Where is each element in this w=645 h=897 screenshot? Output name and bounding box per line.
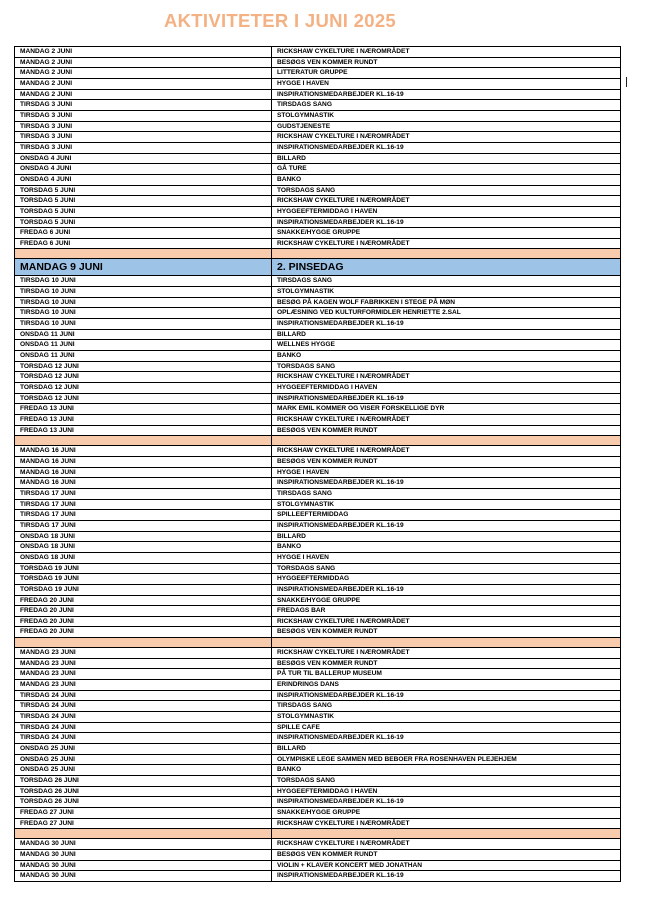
table-row: [15, 393, 621, 404]
activity-cell: BANKO: [272, 542, 621, 553]
table-row: [15, 542, 621, 553]
table-row: [15, 68, 621, 79]
activity-cell: 2. PINSEDAG: [272, 259, 621, 276]
activity-cell: BILLARD: [272, 744, 621, 755]
activity-cell: STOLGYMNASTIK: [272, 712, 621, 723]
day-cell: FREDAG 6 JUNI: [15, 238, 272, 249]
day-cell: TORSDAG 12 JUNI: [15, 361, 272, 372]
activity-cell: STOLGYMNASTIK: [272, 499, 621, 510]
day-cell: ONSDAG 11 JUNI: [15, 329, 272, 340]
day-cell: TORSDAG 19 JUNI: [15, 563, 272, 574]
week-separator-row: [15, 829, 621, 839]
day-cell: ONSDAG 25 JUNI: [15, 765, 272, 776]
table-row: [15, 276, 621, 287]
table-row: [15, 89, 621, 100]
day-cell: TORSDAG 26 JUNI: [15, 797, 272, 808]
table-row: [15, 185, 621, 196]
activity-cell: RICKSHAW CYKELTURE I NÆROMRÅDET: [272, 132, 621, 143]
activity-cell: VIOLIN + KLAVER KONCERT MED JONATHAN: [272, 860, 621, 871]
day-cell: TIRSDAG 10 JUNI: [15, 308, 272, 319]
activity-cell: TORSDAGS SANG: [272, 185, 621, 196]
day-cell: MANDAG 2 JUNI: [15, 78, 272, 89]
table-row: [15, 680, 621, 691]
activity-cell: BANKO: [272, 351, 621, 362]
activity-cell: GÅ TURE: [272, 164, 621, 175]
activity-cell: BESØG PÅ KAGEN WOLF FABRIKKEN I STEGE PÅ MØN: [272, 297, 621, 308]
table-row: [15, 287, 621, 298]
day-cell: MANDAG 30 JUNI: [15, 860, 272, 871]
table-row: [15, 174, 621, 185]
day-cell: MANDAG 2 JUNI: [15, 47, 272, 58]
activity-cell: BESØGS VEN KOMMER RUNDT: [272, 849, 621, 860]
activity-cell: HYGGE I HAVEN: [272, 552, 621, 563]
table-row: [15, 196, 621, 207]
day-cell: FREDAG 6 JUNI: [15, 228, 272, 239]
day-cell: FREDAG 27 JUNI: [15, 818, 272, 829]
day-cell: MANDAG 2 JUNI: [15, 68, 272, 79]
activity-cell: INSPIRATIONSMEDARBEJDER KL.16-19: [272, 393, 621, 404]
day-cell: TORSDAG 12 JUNI: [15, 383, 272, 394]
table-row: [15, 100, 621, 111]
table-row: [15, 733, 621, 744]
activity-cell: TORSDAGS SANG: [272, 563, 621, 574]
table-row: [15, 648, 621, 659]
activity-cell: HYGGEEFTERMIDDAG I HAVEN: [272, 786, 621, 797]
holiday-row: [15, 259, 621, 276]
day-cell: TIRSDAG 17 JUNI: [15, 520, 272, 531]
day-cell: ONSDAG 18 JUNI: [15, 552, 272, 563]
day-cell: TORSDAG 19 JUNI: [15, 584, 272, 595]
table-row: [15, 164, 621, 175]
activity-cell: BILLARD: [272, 329, 621, 340]
day-cell: MANDAG 23 JUNI: [15, 680, 272, 691]
day-cell: TORSDAG 5 JUNI: [15, 196, 272, 207]
day-cell: FREDAG 20 JUNI: [15, 616, 272, 627]
activity-cell: RICKSHAW CYKELTURE I NÆROMRÅDET: [272, 415, 621, 426]
table-row: [15, 690, 621, 701]
activity-cell: HYGGEEFTERMIDDAG I HAVEN: [272, 383, 621, 394]
day-cell: FREDAG 20 JUNI: [15, 595, 272, 606]
table-row: [15, 404, 621, 415]
activity-cell: PÅ TUR TIL BALLERUP MUSEUM: [272, 669, 621, 680]
separator-cell: [15, 829, 272, 839]
day-cell: FREDAG 13 JUNI: [15, 415, 272, 426]
activity-cell: BESØGS VEN KOMMER RUNDT: [272, 627, 621, 638]
activity-cell: RICKSHAW CYKELTURE I NÆROMRÅDET: [272, 616, 621, 627]
separator-cell: [15, 436, 272, 446]
table-row: [15, 308, 621, 319]
activity-cell: RICKSHAW CYKELTURE I NÆROMRÅDET: [272, 839, 621, 850]
activity-cell: TIRSDAGS SANG: [272, 701, 621, 712]
table-row: [15, 595, 621, 606]
activity-cell: BESØGS VEN KOMMER RUNDT: [272, 57, 621, 68]
table-row: [15, 383, 621, 394]
table-row: [15, 319, 621, 330]
day-cell: TORSDAG 26 JUNI: [15, 776, 272, 787]
day-cell: TIRSDAG 17 JUNI: [15, 499, 272, 510]
activity-cell: INSPIRATIONSMEDARBEJDER KL.16-19: [272, 478, 621, 489]
table-row: [15, 238, 621, 249]
activity-cell: HYGGEEFTERMIDDAG I HAVEN: [272, 206, 621, 217]
table-row: [15, 153, 621, 164]
table-row: [15, 531, 621, 542]
activity-cell: BILLARD: [272, 531, 621, 542]
day-cell: MANDAG 2 JUNI: [15, 57, 272, 68]
activity-cell: MARK EMIL KOMMER OG VISER FORSKELLIGE DYR: [272, 404, 621, 415]
day-cell: MANDAG 9 JUNI: [15, 259, 272, 276]
separator-cell: [15, 249, 272, 259]
table-row: [15, 488, 621, 499]
activity-cell: INSPIRATIONSMEDARBEJDER KL.16-19: [272, 584, 621, 595]
day-cell: FREDAG 13 JUNI: [15, 404, 272, 415]
day-cell: TORSDAG 26 JUNI: [15, 786, 272, 797]
day-cell: TIRSDAG 17 JUNI: [15, 488, 272, 499]
activity-cell: RICKSHAW CYKELTURE I NÆROMRÅDET: [272, 372, 621, 383]
day-cell: TIRSDAG 24 JUNI: [15, 701, 272, 712]
day-cell: ONSDAG 18 JUNI: [15, 542, 272, 553]
activity-cell: RICKSHAW CYKELTURE I NÆROMRÅDET: [272, 818, 621, 829]
separator-cell: [272, 829, 621, 839]
activity-cell: HYGGE I HAVEN: [272, 78, 621, 89]
table-row: [15, 217, 621, 228]
day-cell: TORSDAG 5 JUNI: [15, 217, 272, 228]
activity-cell: SPILLE CAFE: [272, 722, 621, 733]
activity-cell: LITTERATUR GRUPPE: [272, 68, 621, 79]
day-cell: TIRSDAG 3 JUNI: [15, 100, 272, 111]
activity-cell: HYGGEEFTERMIDDAG: [272, 574, 621, 585]
activity-cell: BESØGS VEN KOMMER RUNDT: [272, 425, 621, 436]
day-cell: ONSDAG 4 JUNI: [15, 164, 272, 175]
table-row: [15, 839, 621, 850]
day-cell: TORSDAG 12 JUNI: [15, 372, 272, 383]
day-cell: MANDAG 30 JUNI: [15, 839, 272, 850]
activity-cell: INSPIRATIONSMEDARBEJDER KL.16-19: [272, 690, 621, 701]
activity-cell: RICKSHAW CYKELTURE I NÆROMRÅDET: [272, 47, 621, 58]
activity-cell: BESØGS VEN KOMMER RUNDT: [272, 658, 621, 669]
activity-cell: WELLNES HYGGE: [272, 340, 621, 351]
text-cursor: [626, 77, 627, 87]
day-cell: TIRSDAG 24 JUNI: [15, 733, 272, 744]
activity-cell: INSPIRATIONSMEDARBEJDER KL.16-19: [272, 871, 621, 882]
table-row: [15, 415, 621, 426]
table-row: [15, 499, 621, 510]
table-row: [15, 722, 621, 733]
table-row: [15, 860, 621, 871]
week-separator-row: [15, 638, 621, 648]
day-cell: TIRSDAG 17 JUNI: [15, 510, 272, 521]
day-cell: MANDAG 30 JUNI: [15, 849, 272, 860]
table-row: [15, 627, 621, 638]
table-row: [15, 712, 621, 723]
table-row: [15, 297, 621, 308]
activity-cell: INSPIRATIONSMEDARBEJDER KL.16-19: [272, 733, 621, 744]
activity-cell: BESØGS VEN KOMMER RUNDT: [272, 456, 621, 467]
activity-cell: TORSDAGS SANG: [272, 776, 621, 787]
table-row: [15, 372, 621, 383]
activity-cell: TORSDAGS SANG: [272, 361, 621, 372]
page-title: AKTIVITETER I JUNI 2025: [163, 10, 397, 31]
table-row: [15, 563, 621, 574]
day-cell: MANDAG 2 JUNI: [15, 89, 272, 100]
table-row: [15, 849, 621, 860]
activity-cell: BANKO: [272, 174, 621, 185]
table-row: [15, 121, 621, 132]
separator-cell: [272, 249, 621, 259]
day-cell: TIRSDAG 24 JUNI: [15, 712, 272, 723]
separator-cell: [15, 638, 272, 648]
day-cell: FREDAG 27 JUNI: [15, 807, 272, 818]
table-row: [15, 206, 621, 217]
day-cell: MANDAG 16 JUNI: [15, 467, 272, 478]
day-cell: TORSDAG 5 JUNI: [15, 185, 272, 196]
activity-cell: INSPIRATIONSMEDARBEJDER KL.16-19: [272, 89, 621, 100]
activity-cell: SNAKKE/HYGGE GRUPPE: [272, 595, 621, 606]
activity-cell: TIRSDAGS SANG: [272, 488, 621, 499]
table-row: [15, 552, 621, 563]
activity-cell: INSPIRATIONSMEDARBEJDER KL.16-19: [272, 142, 621, 153]
separator-cell: [272, 638, 621, 648]
day-cell: TORSDAG 19 JUNI: [15, 574, 272, 585]
table-row: [15, 786, 621, 797]
day-cell: TIRSDAG 24 JUNI: [15, 722, 272, 733]
activity-cell: INSPIRATIONSMEDARBEJDER KL.16-19: [272, 217, 621, 228]
day-cell: TIRSDAG 10 JUNI: [15, 276, 272, 287]
day-cell: ONSDAG 11 JUNI: [15, 351, 272, 362]
activity-cell: GUDSTJENESTE: [272, 121, 621, 132]
day-cell: ONSDAG 25 JUNI: [15, 744, 272, 755]
table-row: [15, 520, 621, 531]
day-cell: MANDAG 16 JUNI: [15, 446, 272, 457]
table-row: [15, 658, 621, 669]
activity-cell: STOLGYMNASTIK: [272, 287, 621, 298]
table-row: [15, 744, 621, 755]
day-cell: TIRSDAG 3 JUNI: [15, 110, 272, 121]
activity-cell: RICKSHAW CYKELTURE I NÆROMRÅDET: [272, 648, 621, 659]
day-cell: TIRSDAG 24 JUNI: [15, 690, 272, 701]
day-cell: TIRSDAG 10 JUNI: [15, 319, 272, 330]
day-cell: MANDAG 16 JUNI: [15, 478, 272, 489]
day-cell: TIRSDAG 10 JUNI: [15, 287, 272, 298]
table-row: [15, 456, 621, 467]
day-cell: TIRSDAG 3 JUNI: [15, 142, 272, 153]
activity-cell: STOLGYMNASTIK: [272, 110, 621, 121]
table-row: [15, 776, 621, 787]
day-cell: FREDAG 20 JUNI: [15, 606, 272, 617]
table-row: [15, 329, 621, 340]
activity-cell: RICKSHAW CYKELTURE I NÆROMRÅDET: [272, 446, 621, 457]
day-cell: MANDAG 23 JUNI: [15, 648, 272, 659]
table-row: [15, 467, 621, 478]
activity-schedule-table: [14, 46, 621, 882]
day-cell: ONSDAG 4 JUNI: [15, 153, 272, 164]
activity-cell: SPILLEEFTERMIDDAG: [272, 510, 621, 521]
activity-cell: HYGGE I HAVEN: [272, 467, 621, 478]
table-row: [15, 754, 621, 765]
table-row: [15, 510, 621, 521]
activity-cell: FREDAGS BAR: [272, 606, 621, 617]
table-row: [15, 807, 621, 818]
activity-cell: RICKSHAW CYKELTURE I NÆROMRÅDET: [272, 196, 621, 207]
day-cell: TORSDAG 12 JUNI: [15, 393, 272, 404]
table-row: [15, 584, 621, 595]
table-row: [15, 57, 621, 68]
table-row: [15, 797, 621, 808]
day-cell: ONSDAG 18 JUNI: [15, 531, 272, 542]
day-cell: TIRSDAG 3 JUNI: [15, 121, 272, 132]
table-row: [15, 228, 621, 239]
separator-cell: [272, 436, 621, 446]
activity-cell: BILLARD: [272, 153, 621, 164]
activity-cell: OLYMPISKE LEGE SAMMEN MED BEBOER FRA ROSENHAVEN PLEJEHJEM: [272, 754, 621, 765]
activity-cell: INSPIRATIONSMEDARBEJDER KL.16-19: [272, 520, 621, 531]
activity-cell: ERINDRINGS DANS: [272, 680, 621, 691]
day-cell: ONSDAG 4 JUNI: [15, 174, 272, 185]
day-cell: MANDAG 23 JUNI: [15, 669, 272, 680]
week-separator-row: [15, 436, 621, 446]
week-separator-row: [15, 249, 621, 259]
day-cell: ONSDAG 25 JUNI: [15, 754, 272, 765]
schedule-body: [15, 47, 621, 882]
table-row: [15, 478, 621, 489]
day-cell: TIRSDAG 10 JUNI: [15, 297, 272, 308]
table-row: [15, 110, 621, 121]
day-cell: MANDAG 30 JUNI: [15, 871, 272, 882]
activity-cell: INSPIRATIONSMEDARBEJDER KL.16-19: [272, 797, 621, 808]
activity-cell: OPLÆSNING VED KULTURFORMIDLER HENRIETTE 2.SAL: [272, 308, 621, 319]
table-row: [15, 351, 621, 362]
table-row: [15, 78, 621, 89]
day-cell: FREDAG 20 JUNI: [15, 627, 272, 638]
activity-cell: BANKO: [272, 765, 621, 776]
table-row: [15, 701, 621, 712]
table-row: [15, 871, 621, 882]
day-cell: ONSDAG 11 JUNI: [15, 340, 272, 351]
table-row: [15, 47, 621, 58]
activity-cell: TIRSDAGS SANG: [272, 276, 621, 287]
table-row: [15, 132, 621, 143]
activity-cell: SNAKKE/HYGGE GRUPPE: [272, 228, 621, 239]
day-cell: MANDAG 16 JUNI: [15, 456, 272, 467]
table-row: [15, 669, 621, 680]
day-cell: TIRSDAG 3 JUNI: [15, 132, 272, 143]
table-row: [15, 425, 621, 436]
activity-cell: RICKSHAW CYKELTURE I NÆROMRÅDET: [272, 238, 621, 249]
table-row: [15, 361, 621, 372]
table-row: [15, 616, 621, 627]
day-cell: FREDAG 13 JUNI: [15, 425, 272, 436]
table-row: [15, 818, 621, 829]
table-row: [15, 446, 621, 457]
table-row: [15, 606, 621, 617]
table-row: [15, 142, 621, 153]
table-row: [15, 765, 621, 776]
table-row: [15, 340, 621, 351]
day-cell: TORSDAG 5 JUNI: [15, 206, 272, 217]
activity-cell: SNAKKE/HYGGE GRUPPE: [272, 807, 621, 818]
day-cell: MANDAG 23 JUNI: [15, 658, 272, 669]
activity-cell: TIRSDAGS SANG: [272, 100, 621, 111]
activity-cell: INSPIRATIONSMEDARBEJDER KL.16-19: [272, 319, 621, 330]
table-row: [15, 574, 621, 585]
